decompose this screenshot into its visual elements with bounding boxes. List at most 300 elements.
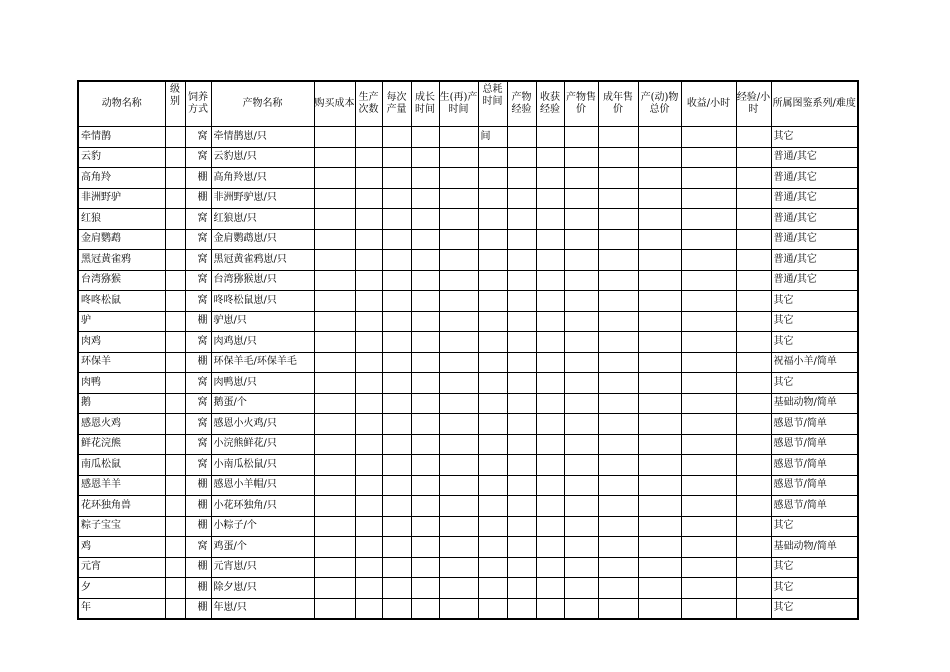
cell-total-time [478, 557, 507, 578]
cell-buy-cost [314, 578, 355, 599]
cell-prod-price [564, 188, 598, 209]
cell-buy-cost [314, 147, 355, 168]
table-row [78, 455, 858, 476]
cell-prod-price [564, 229, 598, 250]
cell-income-hour [681, 250, 736, 271]
cell-series: 其它 [771, 127, 858, 148]
table-row [78, 147, 858, 168]
cell-grow-time [411, 373, 439, 394]
column-header-per-yield: 每次产量 [382, 81, 411, 127]
cell-buy-cost [314, 373, 355, 394]
cell-harvest-exp [536, 598, 564, 619]
cell-series: 感恩节/简单 [771, 455, 858, 476]
cell-total-price [638, 496, 681, 517]
cell-reprod-time [439, 496, 478, 517]
cell-prod-price [564, 578, 598, 599]
cell-level [165, 168, 185, 189]
cell-total-time [478, 332, 507, 353]
cell-series: 其它 [771, 291, 858, 312]
cell-prod-price [564, 127, 598, 148]
cell-total-time [478, 434, 507, 455]
cell-grow-time [411, 147, 439, 168]
cell-prod-exp [507, 496, 536, 517]
cell-reprod-time [439, 127, 478, 148]
table-row [78, 578, 858, 599]
cell-prod-count [355, 332, 382, 353]
cell-series: 普通/其它 [771, 270, 858, 291]
cell-exp-hour [736, 168, 771, 189]
cell-level [165, 414, 185, 435]
cell-harvest-exp [536, 414, 564, 435]
cell-product: 非洲野驴崽/只 [211, 188, 314, 209]
cell-total-price [638, 352, 681, 373]
cell-prod-exp [507, 127, 536, 148]
cell-level [165, 352, 185, 373]
cell-buy-cost [314, 311, 355, 332]
cell-level [165, 229, 185, 250]
cell-per-yield [382, 250, 411, 271]
cell-prod-count [355, 516, 382, 537]
cell-prod-count [355, 475, 382, 496]
cell-exp-hour [736, 393, 771, 414]
cell-grow-time [411, 270, 439, 291]
cell-series: 感恩节/简单 [771, 496, 858, 517]
cell-prod-count [355, 578, 382, 599]
cell-prod-count [355, 168, 382, 189]
cell-series: 其它 [771, 311, 858, 332]
table-row [78, 414, 858, 435]
column-header-series: 所属图鉴系列/难度 [771, 81, 858, 127]
cell-adult-price [598, 250, 638, 271]
cell-total-time [478, 598, 507, 619]
cell-reprod-time [439, 229, 478, 250]
cell-series: 感恩节/简单 [771, 414, 858, 435]
cell-prod-count [355, 537, 382, 558]
cell-product: 年崽/只 [211, 598, 314, 619]
cell-per-yield [382, 434, 411, 455]
cell-total-price [638, 475, 681, 496]
cell-harvest-exp [536, 557, 564, 578]
column-header-harvest-exp: 收获经验 [536, 81, 564, 127]
column-header-mode: 饲养方式 [185, 81, 211, 127]
cell-level [165, 455, 185, 476]
table-row [78, 188, 858, 209]
cell-income-hour [681, 598, 736, 619]
table-row [78, 352, 858, 373]
cell-total-time [478, 311, 507, 332]
column-header-prod-count: 生产次数 [355, 81, 382, 127]
header-row [78, 81, 858, 127]
cell-name: 红狼 [78, 209, 165, 230]
cell-prod-price [564, 516, 598, 537]
cell-prod-count [355, 147, 382, 168]
cell-prod-price [564, 598, 598, 619]
cell-adult-price [598, 598, 638, 619]
cell-name: 云豹 [78, 147, 165, 168]
cell-name: 牵情鹊 [78, 127, 165, 148]
cell-per-yield [382, 414, 411, 435]
cell-total-time [478, 270, 507, 291]
cell-product: 小粽子/个 [211, 516, 314, 537]
cell-prod-count [355, 557, 382, 578]
cell-adult-price [598, 414, 638, 435]
cell-buy-cost [314, 188, 355, 209]
cell-prod-price [564, 250, 598, 271]
cell-reprod-time [439, 270, 478, 291]
cell-income-hour [681, 496, 736, 517]
cell-series: 其它 [771, 598, 858, 619]
cell-prod-count [355, 414, 382, 435]
cell-prod-price [564, 537, 598, 558]
cell-total-price [638, 414, 681, 435]
cell-product: 小花环独角/只 [211, 496, 314, 517]
column-header-prod-price: 产物售价 [564, 81, 598, 127]
cell-level [165, 147, 185, 168]
table-row [78, 537, 858, 558]
cell-series: 其它 [771, 373, 858, 394]
cell-mode: 棚 [185, 188, 211, 209]
cell-prod-exp [507, 578, 536, 599]
cell-per-yield [382, 352, 411, 373]
cell-harvest-exp [536, 393, 564, 414]
cell-product: 除夕崽/只 [211, 578, 314, 599]
cell-grow-time [411, 434, 439, 455]
cell-prod-exp [507, 250, 536, 271]
cell-buy-cost [314, 598, 355, 619]
cell-income-hour [681, 209, 736, 230]
cell-prod-price [564, 393, 598, 414]
cell-product: 环保羊毛/环保羊毛 [211, 352, 314, 373]
cell-total-price [638, 291, 681, 312]
column-header-reprod-time: 生(再)产时间 [439, 81, 478, 127]
cell-adult-price [598, 537, 638, 558]
cell-grow-time [411, 168, 439, 189]
cell-exp-hour [736, 188, 771, 209]
cell-buy-cost [314, 414, 355, 435]
table-row [78, 475, 858, 496]
cell-adult-price [598, 496, 638, 517]
cell-prod-count [355, 311, 382, 332]
cell-buy-cost [314, 516, 355, 537]
cell-name: 咚咚松鼠 [78, 291, 165, 312]
cell-grow-time [411, 127, 439, 148]
cell-income-hour [681, 127, 736, 148]
cell-prod-exp [507, 209, 536, 230]
cell-prod-price [564, 332, 598, 353]
cell-name: 非洲野驴 [78, 188, 165, 209]
cell-level [165, 291, 185, 312]
cell-name: 鸡 [78, 537, 165, 558]
cell-income-hour [681, 455, 736, 476]
cell-income-hour [681, 229, 736, 250]
cell-reprod-time [439, 291, 478, 312]
cell-grow-time [411, 291, 439, 312]
cell-total-price [638, 168, 681, 189]
cell-per-yield [382, 127, 411, 148]
cell-total-time [478, 209, 507, 230]
cell-mode: 棚 [185, 475, 211, 496]
cell-adult-price [598, 578, 638, 599]
cell-reprod-time [439, 168, 478, 189]
cell-name: 黑冠黄雀鸦 [78, 250, 165, 271]
cell-name: 金肩鹦鹉 [78, 229, 165, 250]
cell-harvest-exp [536, 578, 564, 599]
cell-per-yield [382, 270, 411, 291]
cell-mode: 棚 [185, 578, 211, 599]
cell-income-hour [681, 516, 736, 537]
cell-prod-exp [507, 475, 536, 496]
cell-name: 环保羊 [78, 352, 165, 373]
cell-reprod-time [439, 147, 478, 168]
cell-mode: 窝 [185, 393, 211, 414]
cell-reprod-time [439, 455, 478, 476]
cell-reprod-time [439, 598, 478, 619]
cell-total-price [638, 332, 681, 353]
cell-mode: 棚 [185, 557, 211, 578]
cell-product: 红狼崽/只 [211, 209, 314, 230]
cell-series: 其它 [771, 516, 858, 537]
cell-total-time [478, 578, 507, 599]
cell-name: 鹅 [78, 393, 165, 414]
cell-harvest-exp [536, 516, 564, 537]
cell-prod-exp [507, 291, 536, 312]
cell-series: 普通/其它 [771, 229, 858, 250]
cell-prod-exp [507, 516, 536, 537]
cell-per-yield [382, 578, 411, 599]
cell-grow-time [411, 352, 439, 373]
cell-per-yield [382, 455, 411, 476]
cell-product: 黑冠黄雀鸦崽/只 [211, 250, 314, 271]
cell-prod-count [355, 434, 382, 455]
cell-exp-hour [736, 270, 771, 291]
cell-product: 肉鸭崽/只 [211, 373, 314, 394]
cell-per-yield [382, 598, 411, 619]
table-body [78, 127, 858, 620]
column-header-total-time: 总耗时间 [478, 81, 507, 127]
cell-reprod-time [439, 557, 478, 578]
cell-harvest-exp [536, 496, 564, 517]
cell-per-yield [382, 496, 411, 517]
cell-buy-cost [314, 537, 355, 558]
cell-exp-hour [736, 250, 771, 271]
column-header-exp-hour: 经验/小时 [736, 81, 771, 127]
cell-prod-price [564, 209, 598, 230]
cell-income-hour [681, 311, 736, 332]
cell-prod-exp [507, 188, 536, 209]
cell-reprod-time [439, 434, 478, 455]
cell-prod-count [355, 455, 382, 476]
column-header-level: 级别 [165, 81, 185, 127]
cell-income-hour [681, 291, 736, 312]
cell-prod-price [564, 557, 598, 578]
cell-grow-time [411, 598, 439, 619]
column-header-adult-price: 成年售价 [598, 81, 638, 127]
cell-series: 普通/其它 [771, 209, 858, 230]
cell-harvest-exp [536, 188, 564, 209]
cell-buy-cost [314, 352, 355, 373]
cell-per-yield [382, 393, 411, 414]
cell-prod-exp [507, 311, 536, 332]
cell-income-hour [681, 188, 736, 209]
cell-reprod-time [439, 209, 478, 230]
cell-reprod-time [439, 373, 478, 394]
cell-level [165, 188, 185, 209]
cell-grow-time [411, 455, 439, 476]
cell-product: 牵情鹊崽/只 [211, 127, 314, 148]
table-row [78, 496, 858, 517]
cell-total-price [638, 578, 681, 599]
cell-mode: 窝 [185, 147, 211, 168]
cell-exp-hour [736, 414, 771, 435]
table-row [78, 209, 858, 230]
cell-buy-cost [314, 229, 355, 250]
cell-name: 高角羚 [78, 168, 165, 189]
cell-total-price [638, 434, 681, 455]
cell-series: 基础动物/简单 [771, 393, 858, 414]
cell-prod-price [564, 496, 598, 517]
cell-mode: 窝 [185, 127, 211, 148]
cell-total-time: 间 [478, 127, 507, 148]
cell-adult-price [598, 557, 638, 578]
cell-per-yield [382, 229, 411, 250]
cell-exp-hour [736, 516, 771, 537]
table-row [78, 393, 858, 414]
cell-name: 夕 [78, 578, 165, 599]
cell-adult-price [598, 434, 638, 455]
cell-mode: 窝 [185, 250, 211, 271]
cell-mode: 棚 [185, 516, 211, 537]
table-row [78, 127, 858, 148]
cell-total-price [638, 188, 681, 209]
cell-product: 高角羚崽/只 [211, 168, 314, 189]
column-header-prod-exp: 产物经验 [507, 81, 536, 127]
cell-buy-cost [314, 455, 355, 476]
cell-reprod-time [439, 537, 478, 558]
cell-exp-hour [736, 209, 771, 230]
cell-level [165, 598, 185, 619]
cell-prod-exp [507, 229, 536, 250]
cell-mode: 窝 [185, 455, 211, 476]
cell-income-hour [681, 414, 736, 435]
cell-grow-time [411, 209, 439, 230]
cell-adult-price [598, 352, 638, 373]
cell-prod-price [564, 373, 598, 394]
cell-harvest-exp [536, 250, 564, 271]
cell-mode: 棚 [185, 311, 211, 332]
cell-prod-price [564, 434, 598, 455]
table-row [78, 229, 858, 250]
cell-total-price [638, 127, 681, 148]
cell-buy-cost [314, 557, 355, 578]
cell-reprod-time [439, 414, 478, 435]
cell-product: 感恩小火鸡/只 [211, 414, 314, 435]
cell-total-price [638, 209, 681, 230]
cell-adult-price [598, 147, 638, 168]
cell-income-hour [681, 332, 736, 353]
cell-level [165, 578, 185, 599]
cell-level [165, 496, 185, 517]
cell-reprod-time [439, 332, 478, 353]
cell-reprod-time [439, 188, 478, 209]
cell-buy-cost [314, 168, 355, 189]
cell-exp-hour [736, 229, 771, 250]
cell-total-price [638, 557, 681, 578]
cell-name: 驴 [78, 311, 165, 332]
cell-per-yield [382, 147, 411, 168]
cell-exp-hour [736, 455, 771, 476]
cell-per-yield [382, 209, 411, 230]
cell-income-hour [681, 270, 736, 291]
cell-exp-hour [736, 332, 771, 353]
table-row [78, 311, 858, 332]
table-row [78, 516, 858, 537]
cell-prod-count [355, 188, 382, 209]
column-header-grow-time: 成长时间 [411, 81, 439, 127]
cell-income-hour [681, 168, 736, 189]
cell-harvest-exp [536, 475, 564, 496]
cell-adult-price [598, 311, 638, 332]
cell-per-yield [382, 188, 411, 209]
cell-prod-exp [507, 557, 536, 578]
table-row [78, 598, 858, 619]
cell-buy-cost [314, 270, 355, 291]
cell-level [165, 270, 185, 291]
cell-harvest-exp [536, 147, 564, 168]
column-header-name: 动物名称 [78, 81, 165, 127]
cell-exp-hour [736, 557, 771, 578]
cell-grow-time [411, 516, 439, 537]
cell-per-yield [382, 557, 411, 578]
cell-grow-time [411, 578, 439, 599]
cell-series: 其它 [771, 332, 858, 353]
cell-prod-exp [507, 332, 536, 353]
cell-mode: 窝 [185, 414, 211, 435]
cell-per-yield [382, 311, 411, 332]
cell-adult-price [598, 332, 638, 353]
cell-exp-hour [736, 537, 771, 558]
cell-reprod-time [439, 311, 478, 332]
cell-series: 普通/其它 [771, 147, 858, 168]
cell-adult-price [598, 188, 638, 209]
cell-total-price [638, 537, 681, 558]
cell-prod-exp [507, 352, 536, 373]
cell-adult-price [598, 127, 638, 148]
cell-product: 感恩小羊帽/只 [211, 475, 314, 496]
cell-product: 咚咚松鼠崽/只 [211, 291, 314, 312]
cell-total-price [638, 311, 681, 332]
cell-harvest-exp [536, 127, 564, 148]
cell-level [165, 332, 185, 353]
cell-prod-price [564, 311, 598, 332]
cell-buy-cost [314, 496, 355, 517]
cell-prod-count [355, 393, 382, 414]
cell-series: 感恩节/简单 [771, 434, 858, 455]
cell-level [165, 373, 185, 394]
cell-total-time [478, 516, 507, 537]
cell-grow-time [411, 393, 439, 414]
cell-mode: 窝 [185, 537, 211, 558]
cell-prod-count [355, 250, 382, 271]
cell-grow-time [411, 475, 439, 496]
cell-total-price [638, 516, 681, 537]
cell-series: 基础动物/简单 [771, 537, 858, 558]
cell-adult-price [598, 229, 638, 250]
cell-reprod-time [439, 393, 478, 414]
cell-buy-cost [314, 332, 355, 353]
table-row [78, 270, 858, 291]
cell-prod-exp [507, 270, 536, 291]
cell-name: 南瓜松鼠 [78, 455, 165, 476]
